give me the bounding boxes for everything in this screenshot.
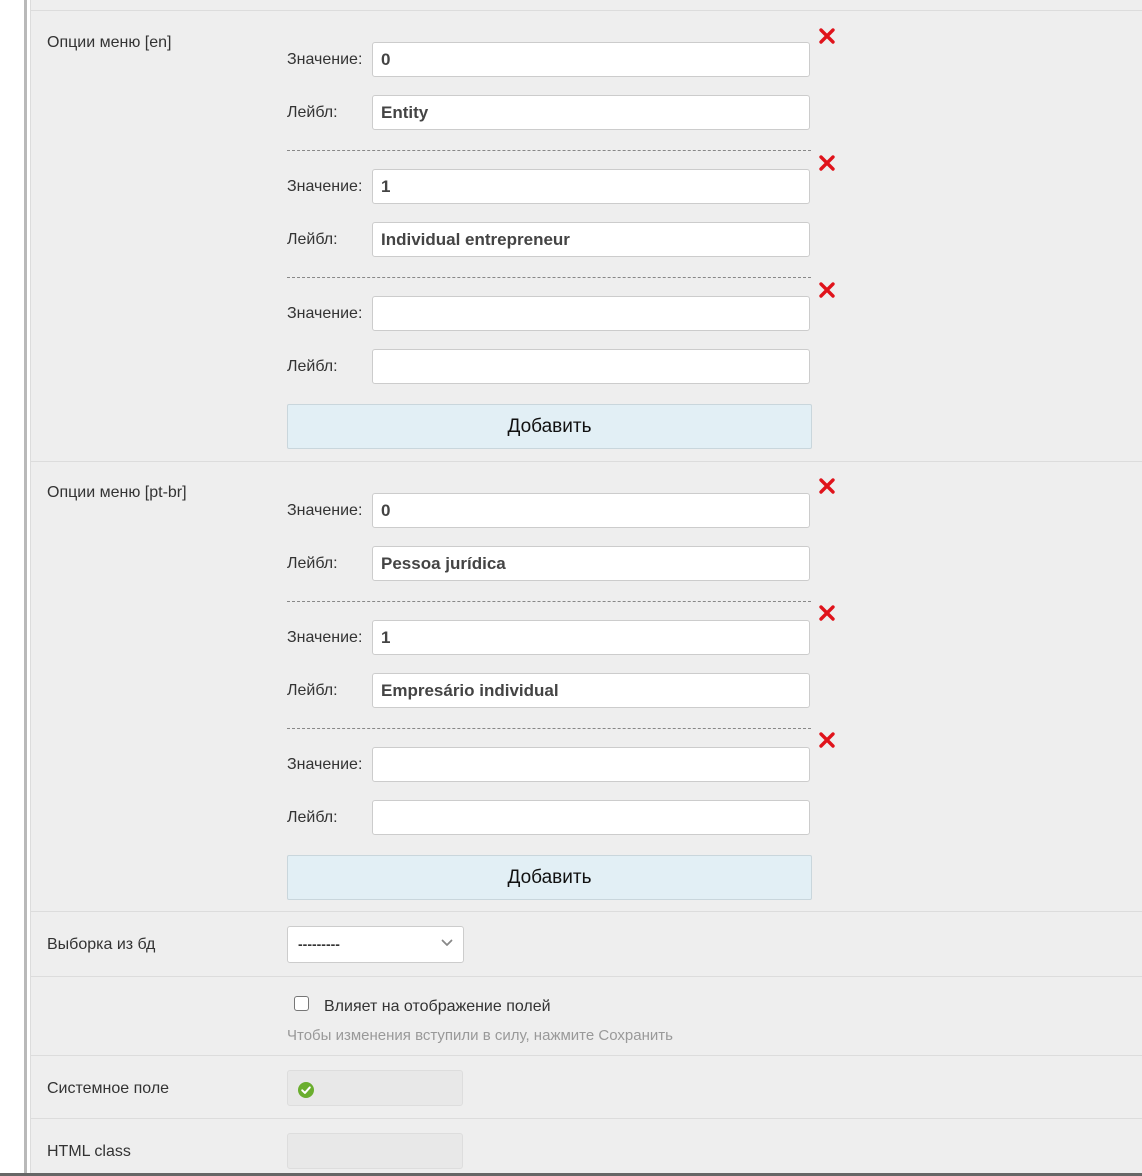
chevron-down-icon: [441, 939, 453, 947]
value-label: Значение:: [287, 178, 363, 195]
option-label-input[interactable]: [372, 800, 810, 835]
option-value-input[interactable]: [372, 747, 810, 782]
option-separator: [287, 277, 811, 278]
option-value-input[interactable]: [372, 620, 810, 655]
system-field-value: [287, 1070, 463, 1106]
menu-options-en-label: Опции меню [en]: [47, 34, 172, 51]
option-label-input[interactable]: [372, 349, 810, 384]
option-label-input[interactable]: [372, 95, 810, 130]
delete-option-icon[interactable]: [818, 731, 836, 749]
option-value-input[interactable]: [372, 296, 810, 331]
value-label: Значение:: [287, 502, 363, 519]
label-label: Лейбл:: [287, 555, 338, 572]
form-panel: [30, 0, 1142, 1173]
html-class-label: HTML class: [47, 1143, 131, 1160]
db-select-value: ---------: [298, 936, 340, 952]
option-separator: [287, 601, 811, 602]
label-label: Лейбл:: [287, 682, 338, 699]
menu-options-en-row: [31, 10, 1142, 461]
system-field-label: Системное поле: [47, 1080, 170, 1097]
label-label: Лейбл:: [287, 809, 338, 826]
option-value-input[interactable]: [372, 42, 810, 77]
delete-option-icon[interactable]: [818, 27, 836, 45]
affects-fields-help: Чтобы изменения вступили в силу, нажмите Сохранить: [287, 1027, 673, 1044]
add-option-button[interactable]: Добавить: [287, 404, 812, 449]
affects-fields-row: [31, 976, 1142, 1055]
option-separator: [287, 150, 811, 151]
value-label: Значение:: [287, 629, 363, 646]
value-label: Значение:: [287, 51, 363, 68]
option-value-input[interactable]: [372, 169, 810, 204]
left-border: [24, 0, 27, 1176]
value-label: Значение:: [287, 305, 363, 322]
html-class-value: [287, 1133, 463, 1169]
option-separator: [287, 728, 811, 729]
db-select-label: Выборка из бд: [47, 936, 156, 953]
html-class-row: [31, 1118, 1142, 1174]
menu-options-ptbr-label: Опции меню [pt-br]: [47, 484, 187, 501]
db-select-row: [31, 911, 1142, 976]
db-select-dropdown[interactable]: [287, 926, 464, 963]
label-label: Лейбл:: [287, 231, 338, 248]
delete-option-icon[interactable]: [818, 477, 836, 495]
value-label: Значение:: [287, 756, 363, 773]
affects-fields-label[interactable]: Влияет на отображение полей: [324, 998, 551, 1015]
system-field-row: [31, 1055, 1142, 1118]
check-circle-icon: [298, 1082, 314, 1098]
menu-options-ptbr-row: [31, 461, 1142, 912]
add-option-button[interactable]: Добавить: [287, 855, 812, 900]
delete-option-icon[interactable]: [818, 604, 836, 622]
option-value-input[interactable]: [372, 493, 810, 528]
delete-option-icon[interactable]: [818, 281, 836, 299]
option-label-input[interactable]: [372, 673, 810, 708]
option-label-input[interactable]: [372, 222, 810, 257]
affects-fields-checkbox[interactable]: [294, 996, 309, 1011]
option-label-input[interactable]: [372, 546, 810, 581]
delete-option-icon[interactable]: [818, 154, 836, 172]
label-label: Лейбл:: [287, 104, 338, 121]
label-label: Лейбл:: [287, 358, 338, 375]
